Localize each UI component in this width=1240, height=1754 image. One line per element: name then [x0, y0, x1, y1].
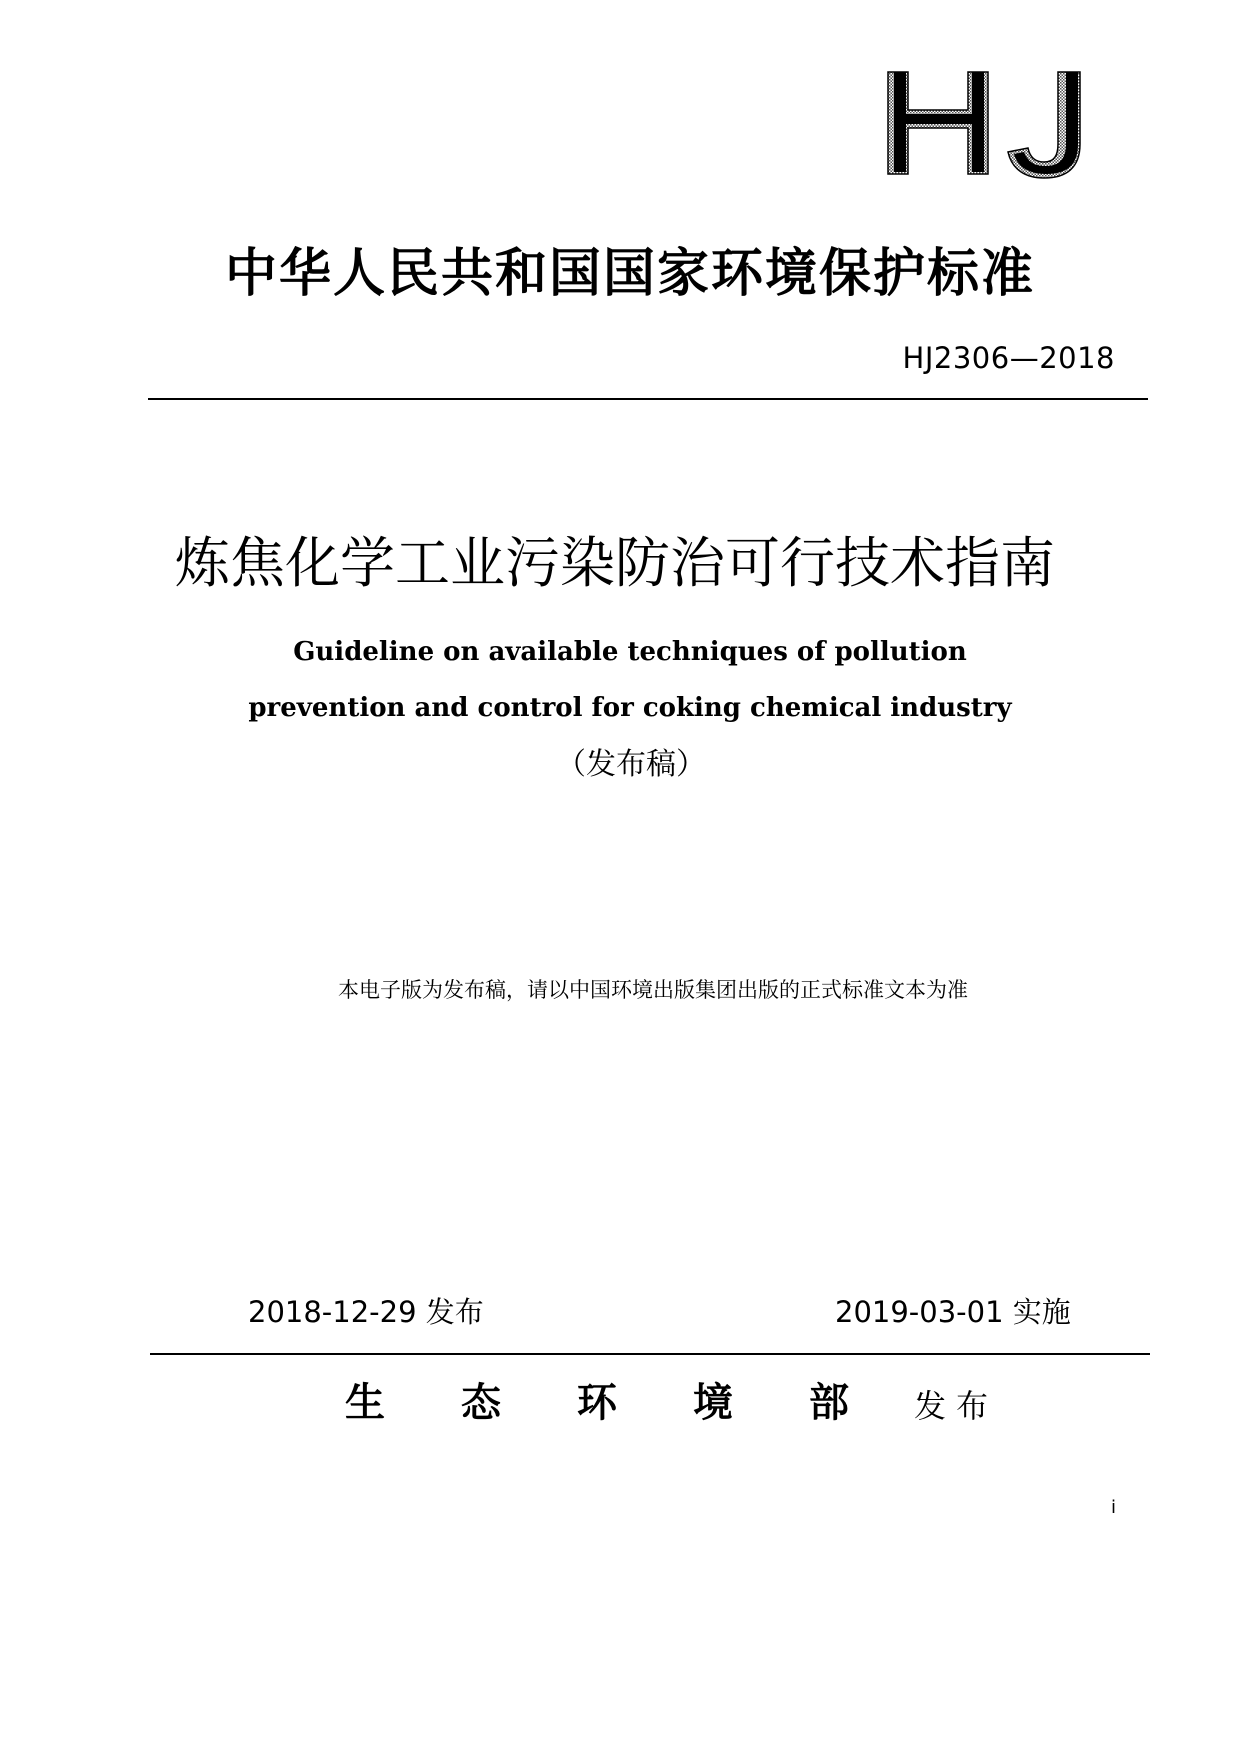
page-number: i: [1111, 1497, 1117, 1518]
hj-logo-j: [1008, 72, 1080, 178]
hj-logo: [880, 70, 1110, 182]
electronic-version-notice: 本电子版为发布稿，请以中国环境出版集团出版的正式标准文本为准: [338, 978, 968, 1002]
issuer-name: [345, 1378, 849, 1428]
header-divider: [148, 398, 1148, 400]
issuer-char: 生: [345, 1379, 385, 1426]
standard-number: HJ2306—2018: [902, 341, 1115, 375]
issuer-char: 环: [577, 1379, 617, 1426]
document-title-english-line-1: Guideline on available techniques of pollution: [293, 637, 967, 667]
issuer-char: 部: [809, 1379, 849, 1426]
issuer-char: 境: [693, 1379, 733, 1426]
document-title-english-line-2: prevention and control for coking chemical industry: [248, 693, 1012, 723]
publish-date: 2018-12-29 发布: [248, 1295, 484, 1329]
issuer-char: 态: [461, 1379, 501, 1426]
issuer-action: 发布: [914, 1387, 999, 1425]
document-title-chinese: 炼焦化学工业污染防治可行技术指南: [174, 531, 1055, 595]
effective-date: 2019-03-01 实施: [835, 1295, 1071, 1329]
footer-divider: [150, 1353, 1150, 1355]
draft-status-note: （发布稿）: [556, 747, 706, 782]
country-standard-heading: 中华人民共和国国家环境保护标准: [224, 243, 1035, 304]
